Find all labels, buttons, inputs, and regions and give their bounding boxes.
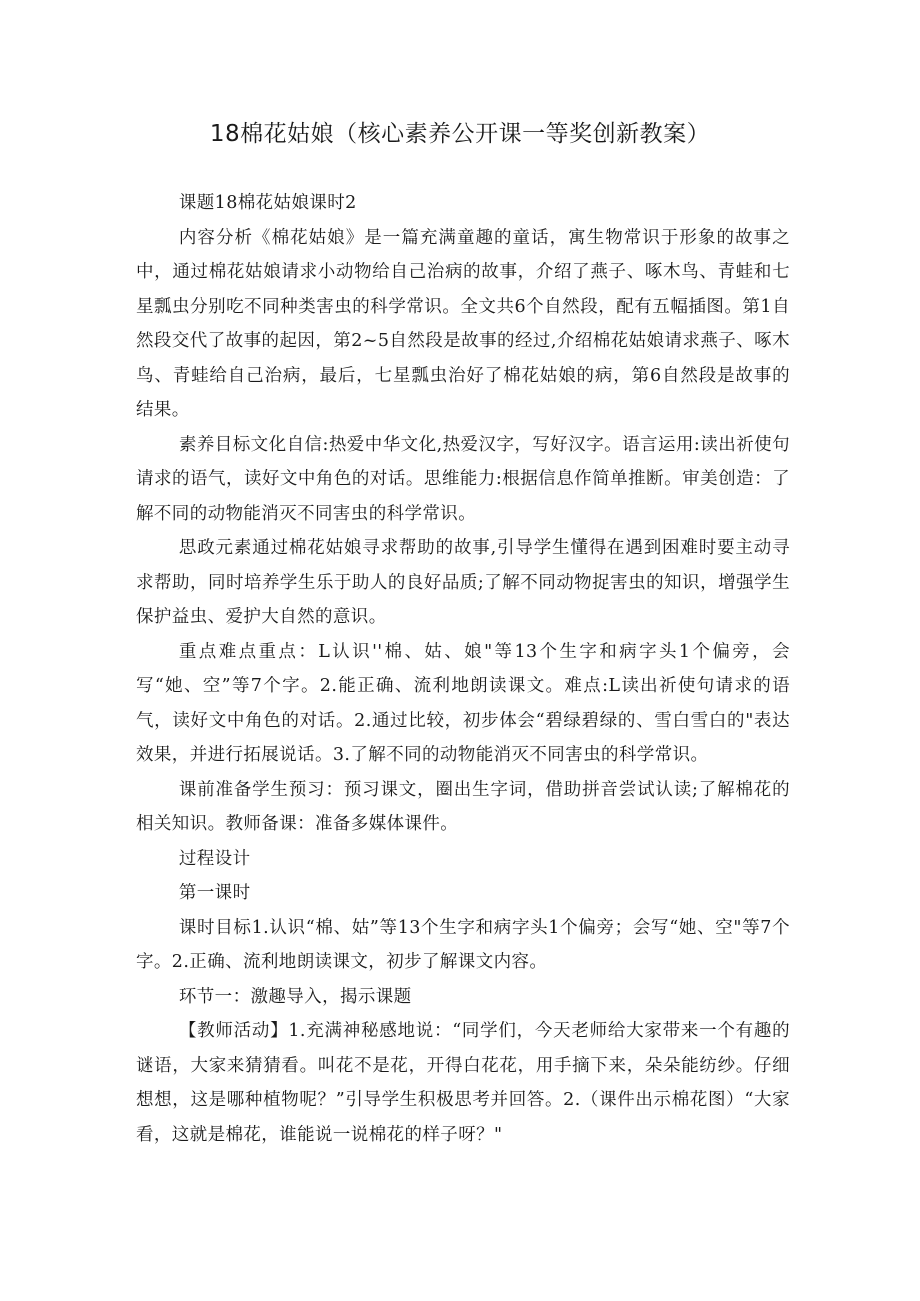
paragraph-first-lesson: 第一课时 <box>178 883 251 903</box>
paragraph-preparation: 课前准备学生预习：预习课文，圈出生字词，借助拼音尝试认读;了解棉花的相关知识。教师备课：准备多媒体课件。 <box>136 779 790 834</box>
paragraph-step-one: 环节一：激趣导入，揭示课题 <box>178 986 412 1007</box>
paragraph-lesson-goals: 课时目标1.认识“棉、姑”等13个生字和病字头1个偏旁；会写“她、空"等7个字。2.正确、流利地朗读课文，初步了解课文内容。 <box>136 917 790 972</box>
paragraph-key-difficulties: 重点难点重点：L认识''棉、姑、娘"等13个生字和病字头1个偏旁，会写“她、空”等7个字。2.能正确、流利地朗读课文。难点:L读出祈使句请求的语气，读好文中角色的对话。2.通过比较，初步体会“碧绿碧绿的、雪白雪白的"表达效果，并进行拓展说话。3.了解不同的动物能消灭不同害虫的科学常识。 <box>136 641 790 765</box>
paragraph-lesson-info: 课题18棉花姑娘课时2 <box>178 193 357 213</box>
paragraph-content-analysis: 内容分析《棉花姑娘》是一篇充满童趣的童话，寓生物常识于形象的故事之中，通过棉花姑娘请求小动物给自己治病的故事，介绍了燕子、啄木鸟、青蛙和七星瓢虫分别吃不同种类害虫的科学常识。全文共6个自然段，配有五幅插图。第1自然段交代了故事的起因，第2~5自然段是故事的经过,介绍棉花姑娘请求燕子、啄木鸟、青蛙给自己治病，最后，七星瓢虫治好了棉花姑娘的病，第6自然段是故事的结果。 <box>136 227 790 420</box>
paragraph-process-design: 过程设计 <box>178 848 251 869</box>
paragraph-teacher-activity: 【教师活动】1.充满神秘感地说：“同学们，今天老师给大家带来一个有趣的谜语，大家来猜猜看。叫花不是花，开得白花花，用手摘下来，朵朵能纺纱。仔细想想，这是哪种植物呢？”引导学生积极思考并回答。2.（课件出示棉花图）“大家看，这就是棉花，谁能说一说棉花的样子呀？" <box>136 1021 790 1145</box>
document-title: 18棉花姑娘（核心素养公开课一等奖创新教案） <box>209 121 711 147</box>
document-body <box>136 186 790 1152</box>
paragraph-ideological-elements: 思政元素通过棉花姑娘寻求帮助的故事,引导学生懂得在遇到困难时要主动寻求帮助，同时培养学生乐于助人的良好品质;了解不同动物捉害虫的知识，增强学生保护益虫、爱护大自然的意识。 <box>136 538 790 627</box>
paragraph-literacy-goals: 素养目标文化自信:热爱中华文化,热爱汉字，写好汉字。语言运用:读出祈使句请求的语气，读好文中角色的对话。思维能力:根据信息作简单推断。审美创造：了解不同的动物能消灭不同害虫的科学常识。 <box>136 434 790 524</box>
